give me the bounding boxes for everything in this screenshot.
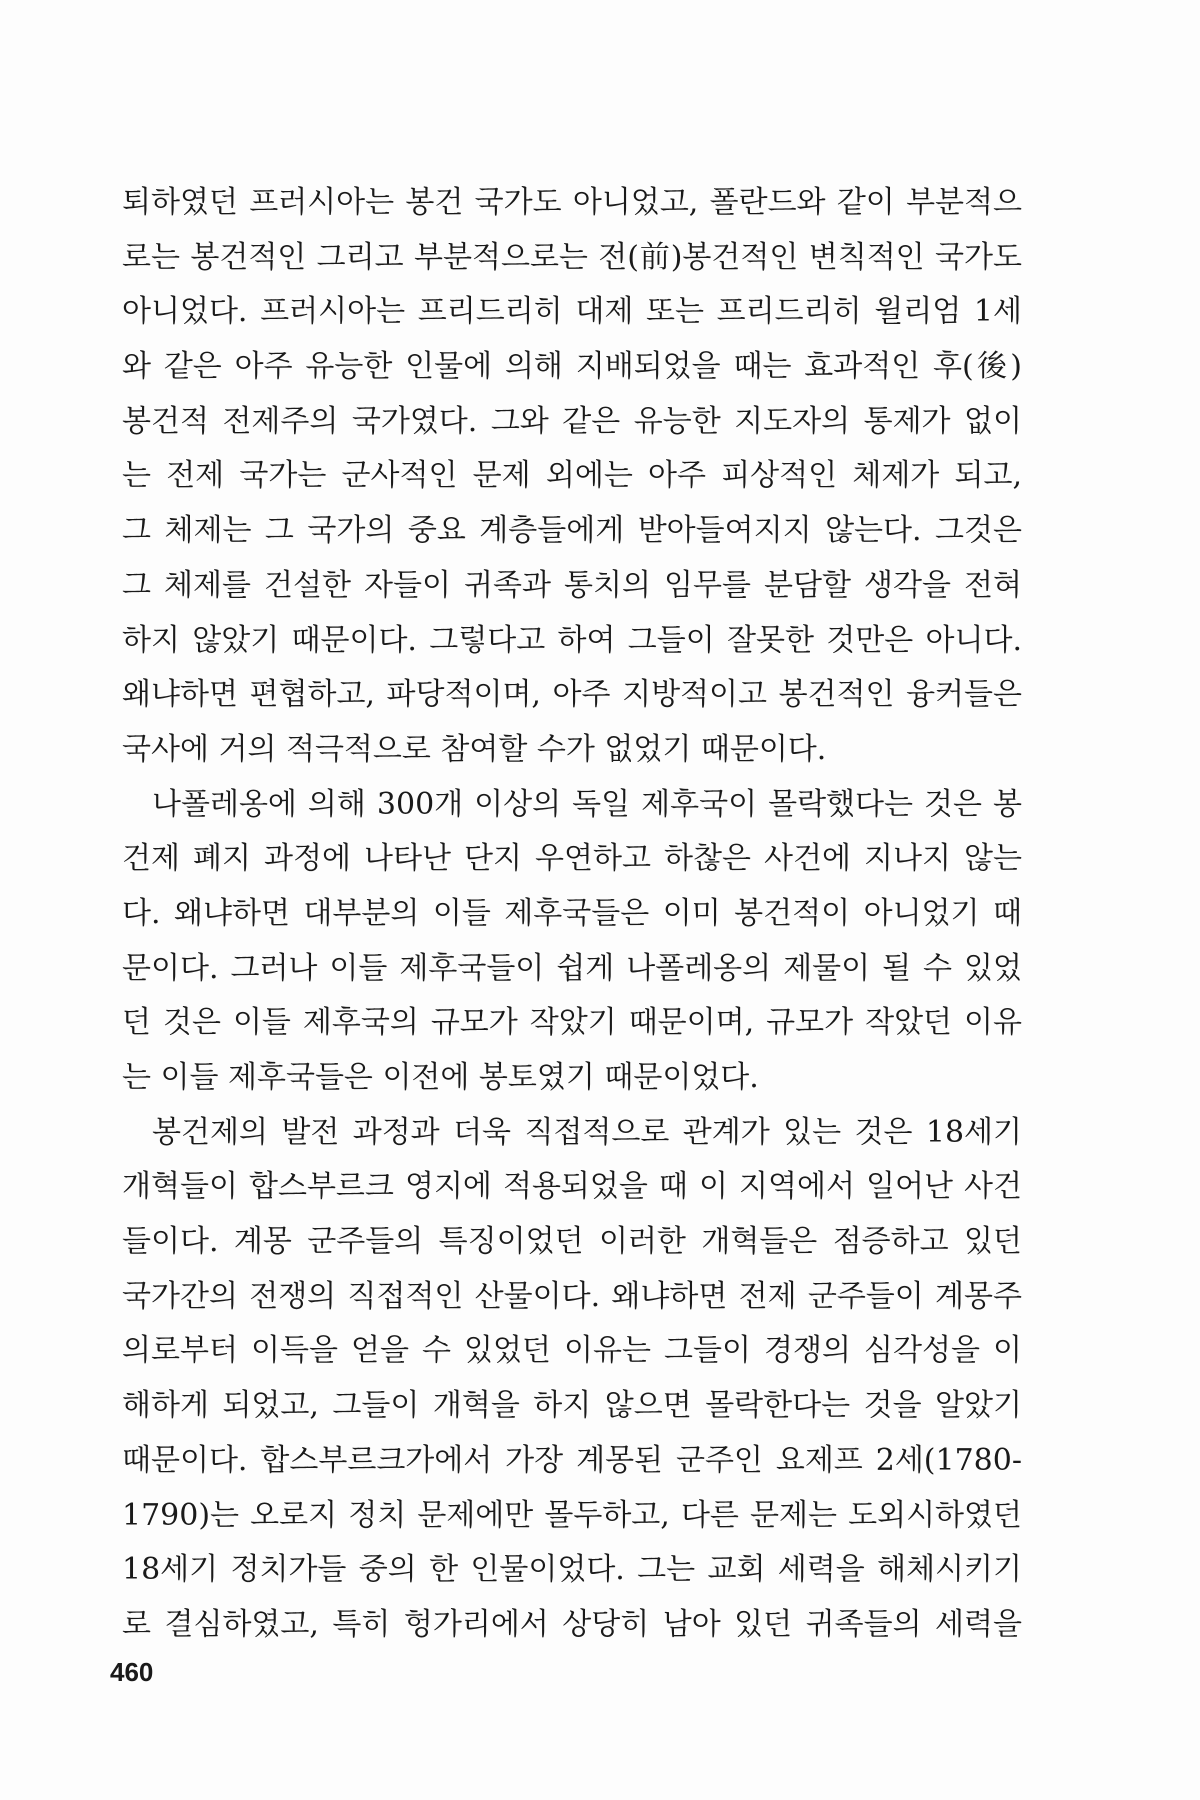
text-line: 그 체제를 건설한 자들이 귀족과 통치의 임무를 분담할 생각을 전혀 xyxy=(122,567,1022,603)
text-line: 1790)는 오로지 정치 문제에만 몰두하고, 다른 문제는 도외시하였던 xyxy=(122,1497,1022,1533)
text-line: 들이다. 계몽 군주들의 특징이었던 이러한 개혁들은 점증하고 있던 xyxy=(122,1224,1022,1260)
text-line: 국사에 거의 적극적으로 참여할 수가 없었기 때문이다. xyxy=(122,731,827,767)
text-line: 로 결심하였고, 특히 헝가리에서 상당히 남아 있던 귀족들의 세력을 xyxy=(122,1606,1022,1642)
text-line: 의로부터 이득을 얻을 수 있었던 이유는 그들이 경쟁의 심각성을 이 xyxy=(122,1333,1022,1369)
text-line: 때문이다. 합스부르크가에서 가장 계몽된 군주인 요제프 2세(1780- xyxy=(122,1442,1022,1478)
text-line: 로는 봉건적인 그리고 부분적으로는 전(前)봉건적인 변칙적인 국가도 xyxy=(122,239,1022,275)
page-number: 460 xyxy=(110,1657,154,1687)
text-line: 하지 않았기 때문이다. 그렇다고 하여 그들이 잘못한 것만은 아니다. xyxy=(122,622,1022,658)
text-line: 개혁들이 합스부르크 영지에 적용되었을 때 이 지역에서 일어난 사건 xyxy=(122,1169,1022,1205)
text-line: 문이다. 그러나 이들 제후국들이 쉽게 나폴레옹의 제물이 될 수 있었 xyxy=(122,950,1022,986)
text-line: 해하게 되었고, 그들이 개혁을 하지 않으면 몰락한다는 것을 알았기 xyxy=(122,1388,1022,1424)
text-line: 는 이들 제후국들은 이전에 봉토였기 때문이었다. xyxy=(122,1060,759,1095)
text-line: 퇴하였던 프러시아는 봉건 국가도 아니었고, 폴란드와 같이 부분적으 xyxy=(122,185,1022,220)
text-line: 18세기 정치가들 중의 한 인물이었다. 그는 교회 세력을 해체시키기 xyxy=(122,1552,1022,1588)
body-text xyxy=(122,176,1022,1653)
text-line: 그 체제는 그 국가의 중요 계층들에게 받아들여지지 않는다. 그것은 xyxy=(122,513,1022,549)
text-line: 봉건제의 발전 과정과 더욱 직접적으로 관계가 있는 것은 18세기 xyxy=(152,1114,1022,1150)
text-line: 아니었다. 프러시아는 프리드리히 대제 또는 프리드리히 윌리엄 1세 xyxy=(122,294,1022,330)
text-line: 봉건적 전제주의 국가였다. 그와 같은 유능한 지도자의 통제가 없이 xyxy=(122,403,1022,439)
text-line: 국가간의 전쟁의 직접적인 산물이다. 왜냐하면 전제 군주들이 계몽주 xyxy=(122,1278,1022,1314)
text-line: 던 것은 이들 제후국의 규모가 작았기 때문이며, 규모가 작았던 이유 xyxy=(122,1005,1022,1041)
text-line: 는 전제 국가는 군사적인 문제 외에는 아주 피상적인 체제가 되고, xyxy=(122,458,1022,494)
text-line: 나폴레옹에 의해 300개 이상의 독일 제후국이 몰락했다는 것은 봉 xyxy=(152,786,1022,822)
text-line: 와 같은 아주 유능한 인물에 의해 지배되었을 때는 효과적인 후(後) xyxy=(122,349,1022,385)
text-line: 다. 왜냐하면 대부분의 이들 제후국들은 이미 봉건적이 아니었기 때 xyxy=(122,895,1022,931)
text-line: 건제 폐지 과정에 나타난 단지 우연하고 하찮은 사건에 지나지 않는 xyxy=(122,841,1022,877)
text-line: 왜냐하면 편협하고, 파당적이며, 아주 지방적이고 봉건적인 융커들은 xyxy=(122,677,1022,713)
